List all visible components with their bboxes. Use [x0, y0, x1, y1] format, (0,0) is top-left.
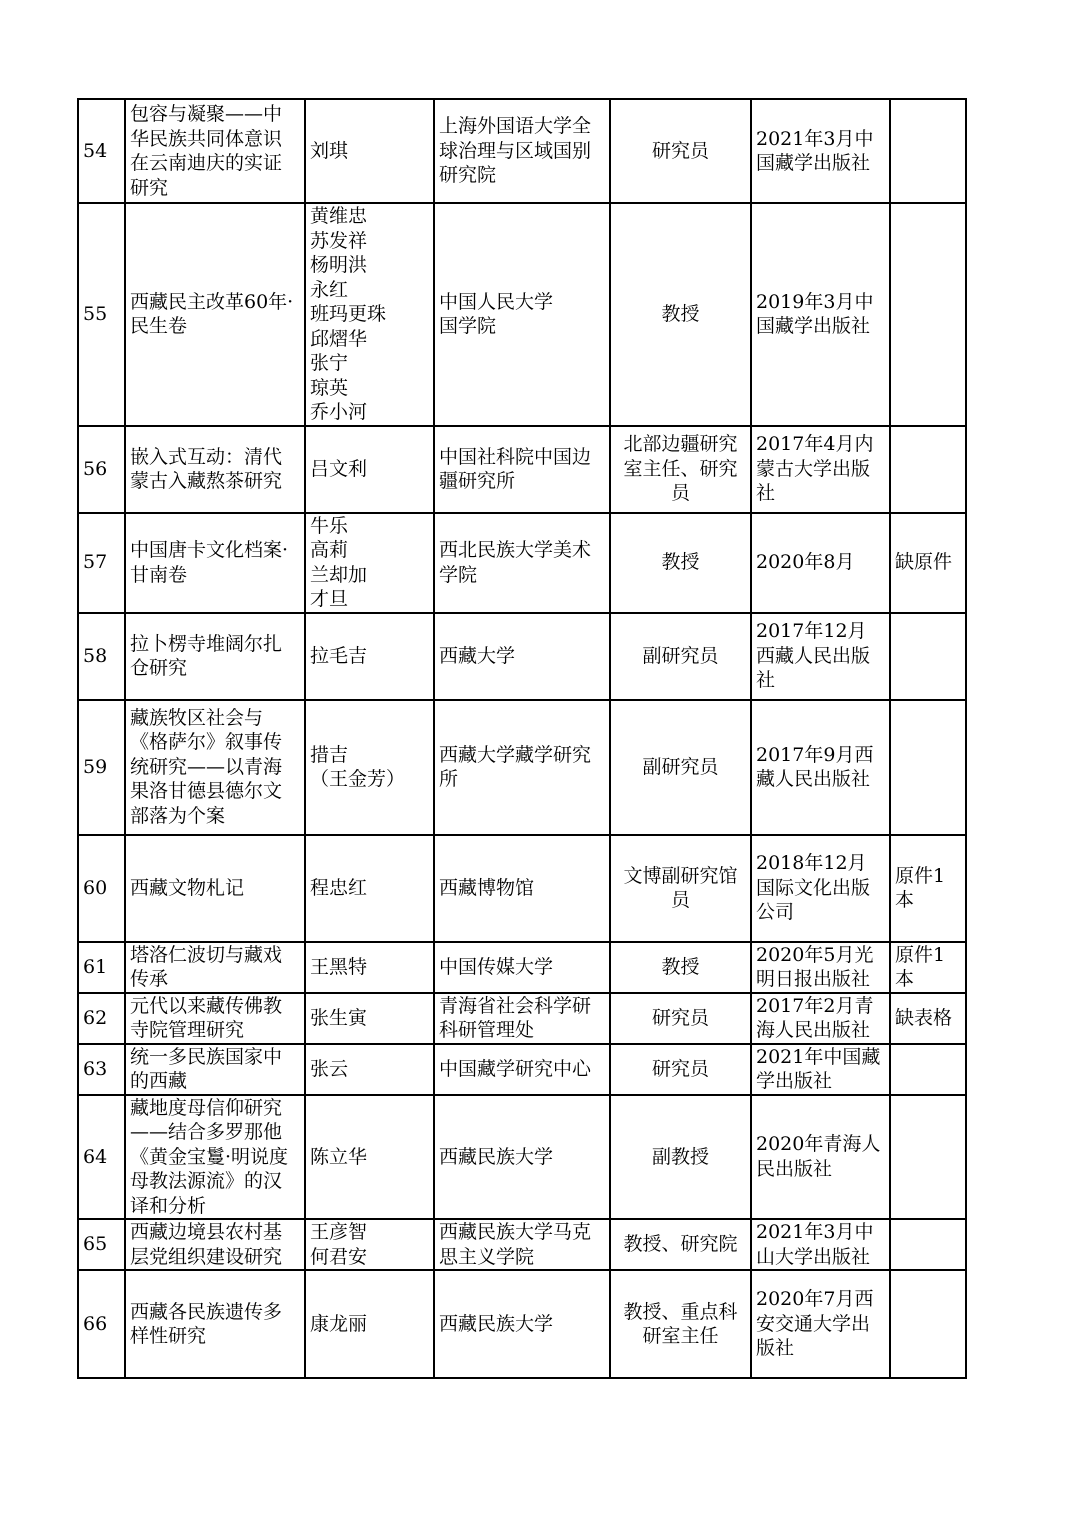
cell-position: 副研究员 — [610, 700, 751, 835]
cell-publication: 2020年青海人民出版社 — [751, 1095, 890, 1220]
cell-title: 中国唐卡文化档案·甘南卷 — [125, 513, 305, 613]
cell-authors: 吕文利 — [305, 426, 434, 513]
cell-note: 缺原件 — [890, 513, 966, 613]
cell-note — [890, 700, 966, 835]
cell-number: 64 — [78, 1095, 125, 1220]
cell-number: 57 — [78, 513, 125, 613]
table-row — [78, 942, 966, 993]
table-row — [78, 203, 966, 426]
cell-publication: 2021年3月中山大学出版社 — [751, 1219, 890, 1270]
cell-number: 59 — [78, 700, 125, 835]
cell-position: 研究员 — [610, 1044, 751, 1095]
cell-note — [890, 426, 966, 513]
cell-note — [890, 613, 966, 700]
cell-institution: 青海省社会科学研科研管理处 — [434, 993, 610, 1044]
cell-title: 藏族牧区社会与《格萨尔》叙事传统研究——以青海果洛甘德县德尔文部落为个案 — [125, 700, 305, 835]
cell-institution: 中国藏学研究中心 — [434, 1044, 610, 1095]
cell-title: 嵌入式互动：清代蒙古入藏熬茶研究 — [125, 426, 305, 513]
cell-title: 西藏文物札记 — [125, 835, 305, 942]
cell-title: 西藏民主改革60年·民生卷 — [125, 203, 305, 426]
cell-position: 研究员 — [610, 99, 751, 203]
cell-title: 西藏边境县农村基层党组织建设研究 — [125, 1219, 305, 1270]
cell-institution: 西藏大学 — [434, 613, 610, 700]
document-table — [77, 98, 967, 1379]
cell-authors: 王黑特 — [305, 942, 434, 993]
cell-publication: 2017年9月西藏人民出版社 — [751, 700, 890, 835]
cell-number: 61 — [78, 942, 125, 993]
cell-title: 藏地度母信仰研究——结合多罗那他《黄金宝鬘·明说度母教法源流》的汉译和分析 — [125, 1095, 305, 1220]
cell-authors: 张云 — [305, 1044, 434, 1095]
table-row — [78, 426, 966, 513]
table-row — [78, 99, 966, 203]
table-row — [78, 700, 966, 835]
cell-publication: 2017年12月西藏人民出版社 — [751, 613, 890, 700]
cell-publication: 2019年3月中国藏学出版社 — [751, 203, 890, 426]
cell-authors: 程忠红 — [305, 835, 434, 942]
cell-authors: 黄维忠 苏发祥 杨明洪 永红 班玛更珠 邱熠华 张宁 琼英 乔小河 — [305, 203, 434, 426]
cell-number: 58 — [78, 613, 125, 700]
cell-note — [890, 203, 966, 426]
cell-institution: 中国传媒大学 — [434, 942, 610, 993]
cell-position: 教授 — [610, 513, 751, 613]
cell-position: 教授、研究院 — [610, 1219, 751, 1270]
cell-institution: 西藏民族大学 — [434, 1270, 610, 1378]
table-row — [78, 835, 966, 942]
cell-publication: 2018年12月国际文化出版公司 — [751, 835, 890, 942]
cell-publication: 2017年2月青海人民出版社 — [751, 993, 890, 1044]
cell-authors: 措吉 （王金芳） — [305, 700, 434, 835]
cell-position: 教授、重点科研室主任 — [610, 1270, 751, 1378]
cell-title: 元代以来藏传佛教寺院管理研究 — [125, 993, 305, 1044]
cell-note — [890, 1219, 966, 1270]
cell-title: 塔洛仁波切与藏戏传承 — [125, 942, 305, 993]
table-row — [78, 993, 966, 1044]
cell-number: 62 — [78, 993, 125, 1044]
cell-authors: 张生寅 — [305, 993, 434, 1044]
cell-position: 北部边疆研究室主任、研究员 — [610, 426, 751, 513]
cell-title: 统一多民族国家中的西藏 — [125, 1044, 305, 1095]
table-row — [78, 1219, 966, 1270]
cell-number: 65 — [78, 1219, 125, 1270]
cell-title: 包容与凝聚——中华民族共同体意识在云南迪庆的实证研究 — [125, 99, 305, 203]
cell-number: 56 — [78, 426, 125, 513]
cell-institution: 西藏博物馆 — [434, 835, 610, 942]
cell-note — [890, 1095, 966, 1220]
cell-note — [890, 1044, 966, 1095]
cell-position: 文博副研究馆员 — [610, 835, 751, 942]
cell-publication: 2021年中国藏学出版社 — [751, 1044, 890, 1095]
cell-publication: 2020年5月光明日报出版社 — [751, 942, 890, 993]
cell-note — [890, 99, 966, 203]
cell-position: 副教授 — [610, 1095, 751, 1220]
table-row — [78, 1044, 966, 1095]
cell-number: 55 — [78, 203, 125, 426]
cell-number: 66 — [78, 1270, 125, 1378]
cell-institution: 西北民族大学美术学院 — [434, 513, 610, 613]
cell-institution: 上海外国语大学全球治理与区域国别研究院 — [434, 99, 610, 203]
cell-authors: 刘琪 — [305, 99, 434, 203]
cell-publication: 2017年4月内蒙古大学出版社 — [751, 426, 890, 513]
cell-position: 副研究员 — [610, 613, 751, 700]
cell-note: 缺表格 — [890, 993, 966, 1044]
table-row — [78, 1270, 966, 1378]
cell-title: 拉卜楞寺堆阔尔扎仓研究 — [125, 613, 305, 700]
cell-title: 西藏各民族遗传多样性研究 — [125, 1270, 305, 1378]
cell-authors: 拉毛吉 — [305, 613, 434, 700]
cell-publication: 2021年3月中国藏学出版社 — [751, 99, 890, 203]
table-row — [78, 513, 966, 613]
cell-authors: 牛乐 高莉 兰却加 才旦 — [305, 513, 434, 613]
cell-authors: 康龙丽 — [305, 1270, 434, 1378]
cell-institution: 西藏大学藏学研究所 — [434, 700, 610, 835]
cell-note: 原件1本 — [890, 835, 966, 942]
cell-institution: 中国社科院中国边疆研究所 — [434, 426, 610, 513]
cell-number: 60 — [78, 835, 125, 942]
table-body — [78, 99, 966, 1378]
table-row — [78, 613, 966, 700]
cell-publication: 2020年8月 — [751, 513, 890, 613]
cell-authors: 陈立华 — [305, 1095, 434, 1220]
cell-position: 教授 — [610, 942, 751, 993]
cell-institution: 西藏民族大学马克思主义学院 — [434, 1219, 610, 1270]
cell-position: 教授 — [610, 203, 751, 426]
cell-note — [890, 1270, 966, 1378]
cell-institution: 中国人民大学 国学院 — [434, 203, 610, 426]
cell-number: 63 — [78, 1044, 125, 1095]
cell-note: 原件1本 — [890, 942, 966, 993]
table-row — [78, 1095, 966, 1220]
cell-position: 研究员 — [610, 993, 751, 1044]
cell-number: 54 — [78, 99, 125, 203]
cell-institution: 西藏民族大学 — [434, 1095, 610, 1220]
cell-publication: 2020年7月西安交通大学出版社 — [751, 1270, 890, 1378]
cell-authors: 王彦智 何君安 — [305, 1219, 434, 1270]
